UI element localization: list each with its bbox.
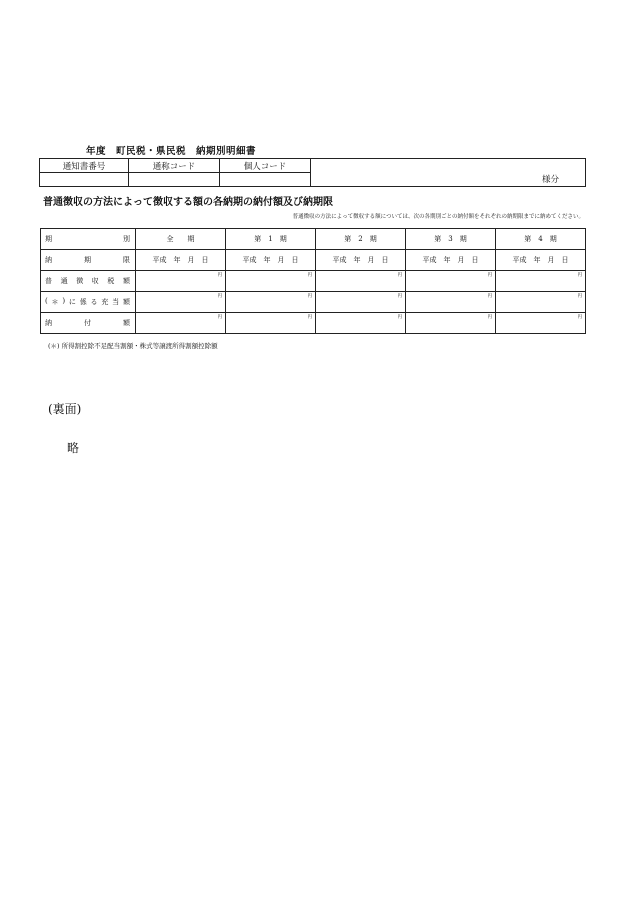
row-label-char: 額 <box>122 277 130 285</box>
row-label-char: 期 <box>45 235 52 243</box>
yen-unit: 円 <box>217 294 222 299</box>
payment-schedule-table <box>40 228 586 334</box>
yen-unit: 円 <box>307 294 312 299</box>
row-label-char: 期 <box>84 256 91 264</box>
row-label-char: 係 <box>79 298 87 306</box>
row-label-char: 当 <box>112 298 120 306</box>
common-code-label: 通称コード <box>129 159 220 173</box>
amount-cell <box>496 313 586 334</box>
row-label-char: 充 <box>101 298 109 306</box>
amount-cell <box>316 271 406 292</box>
back-side-label: (裏面) <box>48 402 82 416</box>
row-label-char: ＊ <box>51 298 59 306</box>
row-label-char: に <box>68 298 76 306</box>
notice-number-value <box>40 173 129 187</box>
yen-unit: 円 <box>577 294 582 299</box>
row-label-char: 収 <box>91 277 99 285</box>
due-date-cell: 平成 年 月 日 <box>136 250 226 271</box>
footnote: (＊) 所得割控除不足配当割額・株式等譲渡所得割額控除額 <box>48 342 218 350</box>
yen-unit: 円 <box>487 315 492 320</box>
row-label-char: 徴 <box>76 277 84 285</box>
personal-code-label: 個人コード <box>220 159 311 173</box>
amount-cell <box>226 313 316 334</box>
due-date-cell: 平成 年 月 日 <box>406 250 496 271</box>
period-header: 第 4 期 <box>496 229 586 250</box>
amount-cell <box>316 313 406 334</box>
amount-cell <box>406 271 496 292</box>
omitted-label: 略 <box>67 441 80 455</box>
period-header: 第 1 期 <box>226 229 316 250</box>
row-label <box>41 271 136 292</box>
row-label <box>41 250 136 271</box>
period-header: 第 3 期 <box>406 229 496 250</box>
row-label <box>41 229 136 250</box>
yen-unit: 円 <box>397 315 402 320</box>
period-header: 全 期 <box>136 229 226 250</box>
amount-cell <box>406 292 496 313</box>
personal-code-value <box>220 173 311 187</box>
amount-cell <box>496 271 586 292</box>
section-note: 普通徴収の方法によって徴収する額については、次の各期別ごとの納付額をそれぞれの納期限までに納めてください。 <box>292 214 584 220</box>
row-label-char: 納 <box>45 319 52 327</box>
row-label-char: 納 <box>45 256 52 264</box>
row-label-char: 額 <box>123 319 130 327</box>
row-label-char: る <box>90 298 98 306</box>
section-title: 普通徴収の方法によって徴収する額の各納期の納付額及び納期限 <box>43 197 333 208</box>
document-title: 年度 町民税・県民税 納期別明細書 <box>86 146 257 157</box>
row-label-char: 付 <box>84 319 91 327</box>
common-code-value <box>129 173 220 187</box>
row-label-char: 税 <box>107 277 115 285</box>
table-row <box>41 250 586 271</box>
table-row <box>41 313 586 334</box>
amount-cell <box>226 271 316 292</box>
amount-cell <box>136 271 226 292</box>
yen-unit: 円 <box>307 315 312 320</box>
yen-unit: 円 <box>397 294 402 299</box>
due-date-cell: 平成 年 月 日 <box>496 250 586 271</box>
amount-cell <box>316 292 406 313</box>
amount-cell <box>136 313 226 334</box>
yen-unit: 円 <box>307 273 312 278</box>
addressee-suffix: 様分 <box>541 175 559 185</box>
yen-unit: 円 <box>487 273 492 278</box>
yen-unit: 円 <box>217 315 222 320</box>
table-row <box>41 292 586 313</box>
row-label <box>41 292 136 313</box>
table-row <box>41 271 586 292</box>
yen-unit: 円 <box>577 273 582 278</box>
row-label-char: 別 <box>123 235 130 243</box>
yen-unit: 円 <box>577 315 582 320</box>
table-row <box>41 229 586 250</box>
due-date-cell: 平成 年 月 日 <box>226 250 316 271</box>
row-label-char: ( <box>45 297 48 305</box>
amount-cell <box>226 292 316 313</box>
notice-header-table <box>39 158 586 187</box>
yen-unit: 円 <box>217 273 222 278</box>
amount-cell <box>136 292 226 313</box>
yen-unit: 円 <box>487 294 492 299</box>
row-label-char: 普 <box>45 277 52 285</box>
notice-number-label: 通知書番号 <box>40 159 129 173</box>
yen-unit: 円 <box>397 273 402 278</box>
due-date-cell: 平成 年 月 日 <box>316 250 406 271</box>
row-label-char: 限 <box>123 256 130 264</box>
row-label-char: 通 <box>60 277 68 285</box>
amount-cell <box>496 292 586 313</box>
period-header: 第 2 期 <box>316 229 406 250</box>
row-label-char: 額 <box>122 298 130 306</box>
amount-cell <box>406 313 496 334</box>
addressee-cell <box>311 159 586 187</box>
row-label-char: ) <box>62 297 66 305</box>
row-label <box>41 313 136 334</box>
